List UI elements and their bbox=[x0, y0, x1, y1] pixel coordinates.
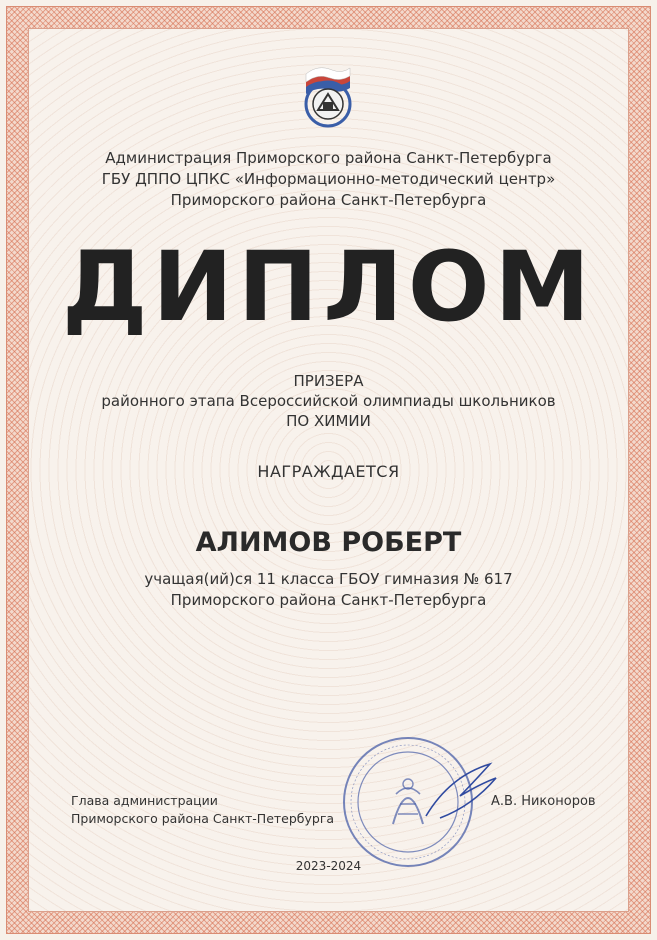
issuer-line-1: Администрация Приморского района Санкт-Петербурга bbox=[105, 149, 552, 167]
recipient-school bbox=[40, 569, 617, 611]
school-line-1: учащая(ий)ся 11 класса ГБОУ гимназия № 617 bbox=[144, 570, 513, 588]
school-line-2: Приморского района Санкт-Петербурга bbox=[170, 591, 487, 609]
olympiad-logo-icon bbox=[292, 60, 364, 132]
signature-icon bbox=[420, 756, 500, 826]
award-level: ПРИЗЕРА bbox=[293, 372, 364, 390]
recipient-name: АЛИМОВ РОБЕРТ bbox=[195, 527, 462, 558]
issuer-line-3: Приморского района Санкт-Петербурга bbox=[170, 191, 487, 209]
issuer-header bbox=[40, 148, 617, 211]
award-subject: ПО ХИМИИ bbox=[286, 412, 371, 430]
signatory-title bbox=[71, 792, 334, 828]
signatory-name: А.В. Никоноров bbox=[491, 794, 596, 809]
award-description bbox=[40, 371, 617, 431]
academic-year: 2023-2024 bbox=[295, 859, 362, 873]
issuer-line-2: ГБУ ДППО ЦПКС «Информационно-методический центр» bbox=[101, 170, 556, 188]
awarded-label: НАГРАЖДАЕТСЯ bbox=[257, 462, 400, 481]
signatory-title-line-2: Приморского района Санкт-Петербурга bbox=[71, 811, 335, 826]
signatory-title-line-1: Глава администрации bbox=[71, 793, 218, 808]
award-event: районного этапа Всероссийской олимпиады школьников bbox=[101, 392, 556, 410]
diploma-title: ДИПЛОМ bbox=[61, 231, 596, 343]
